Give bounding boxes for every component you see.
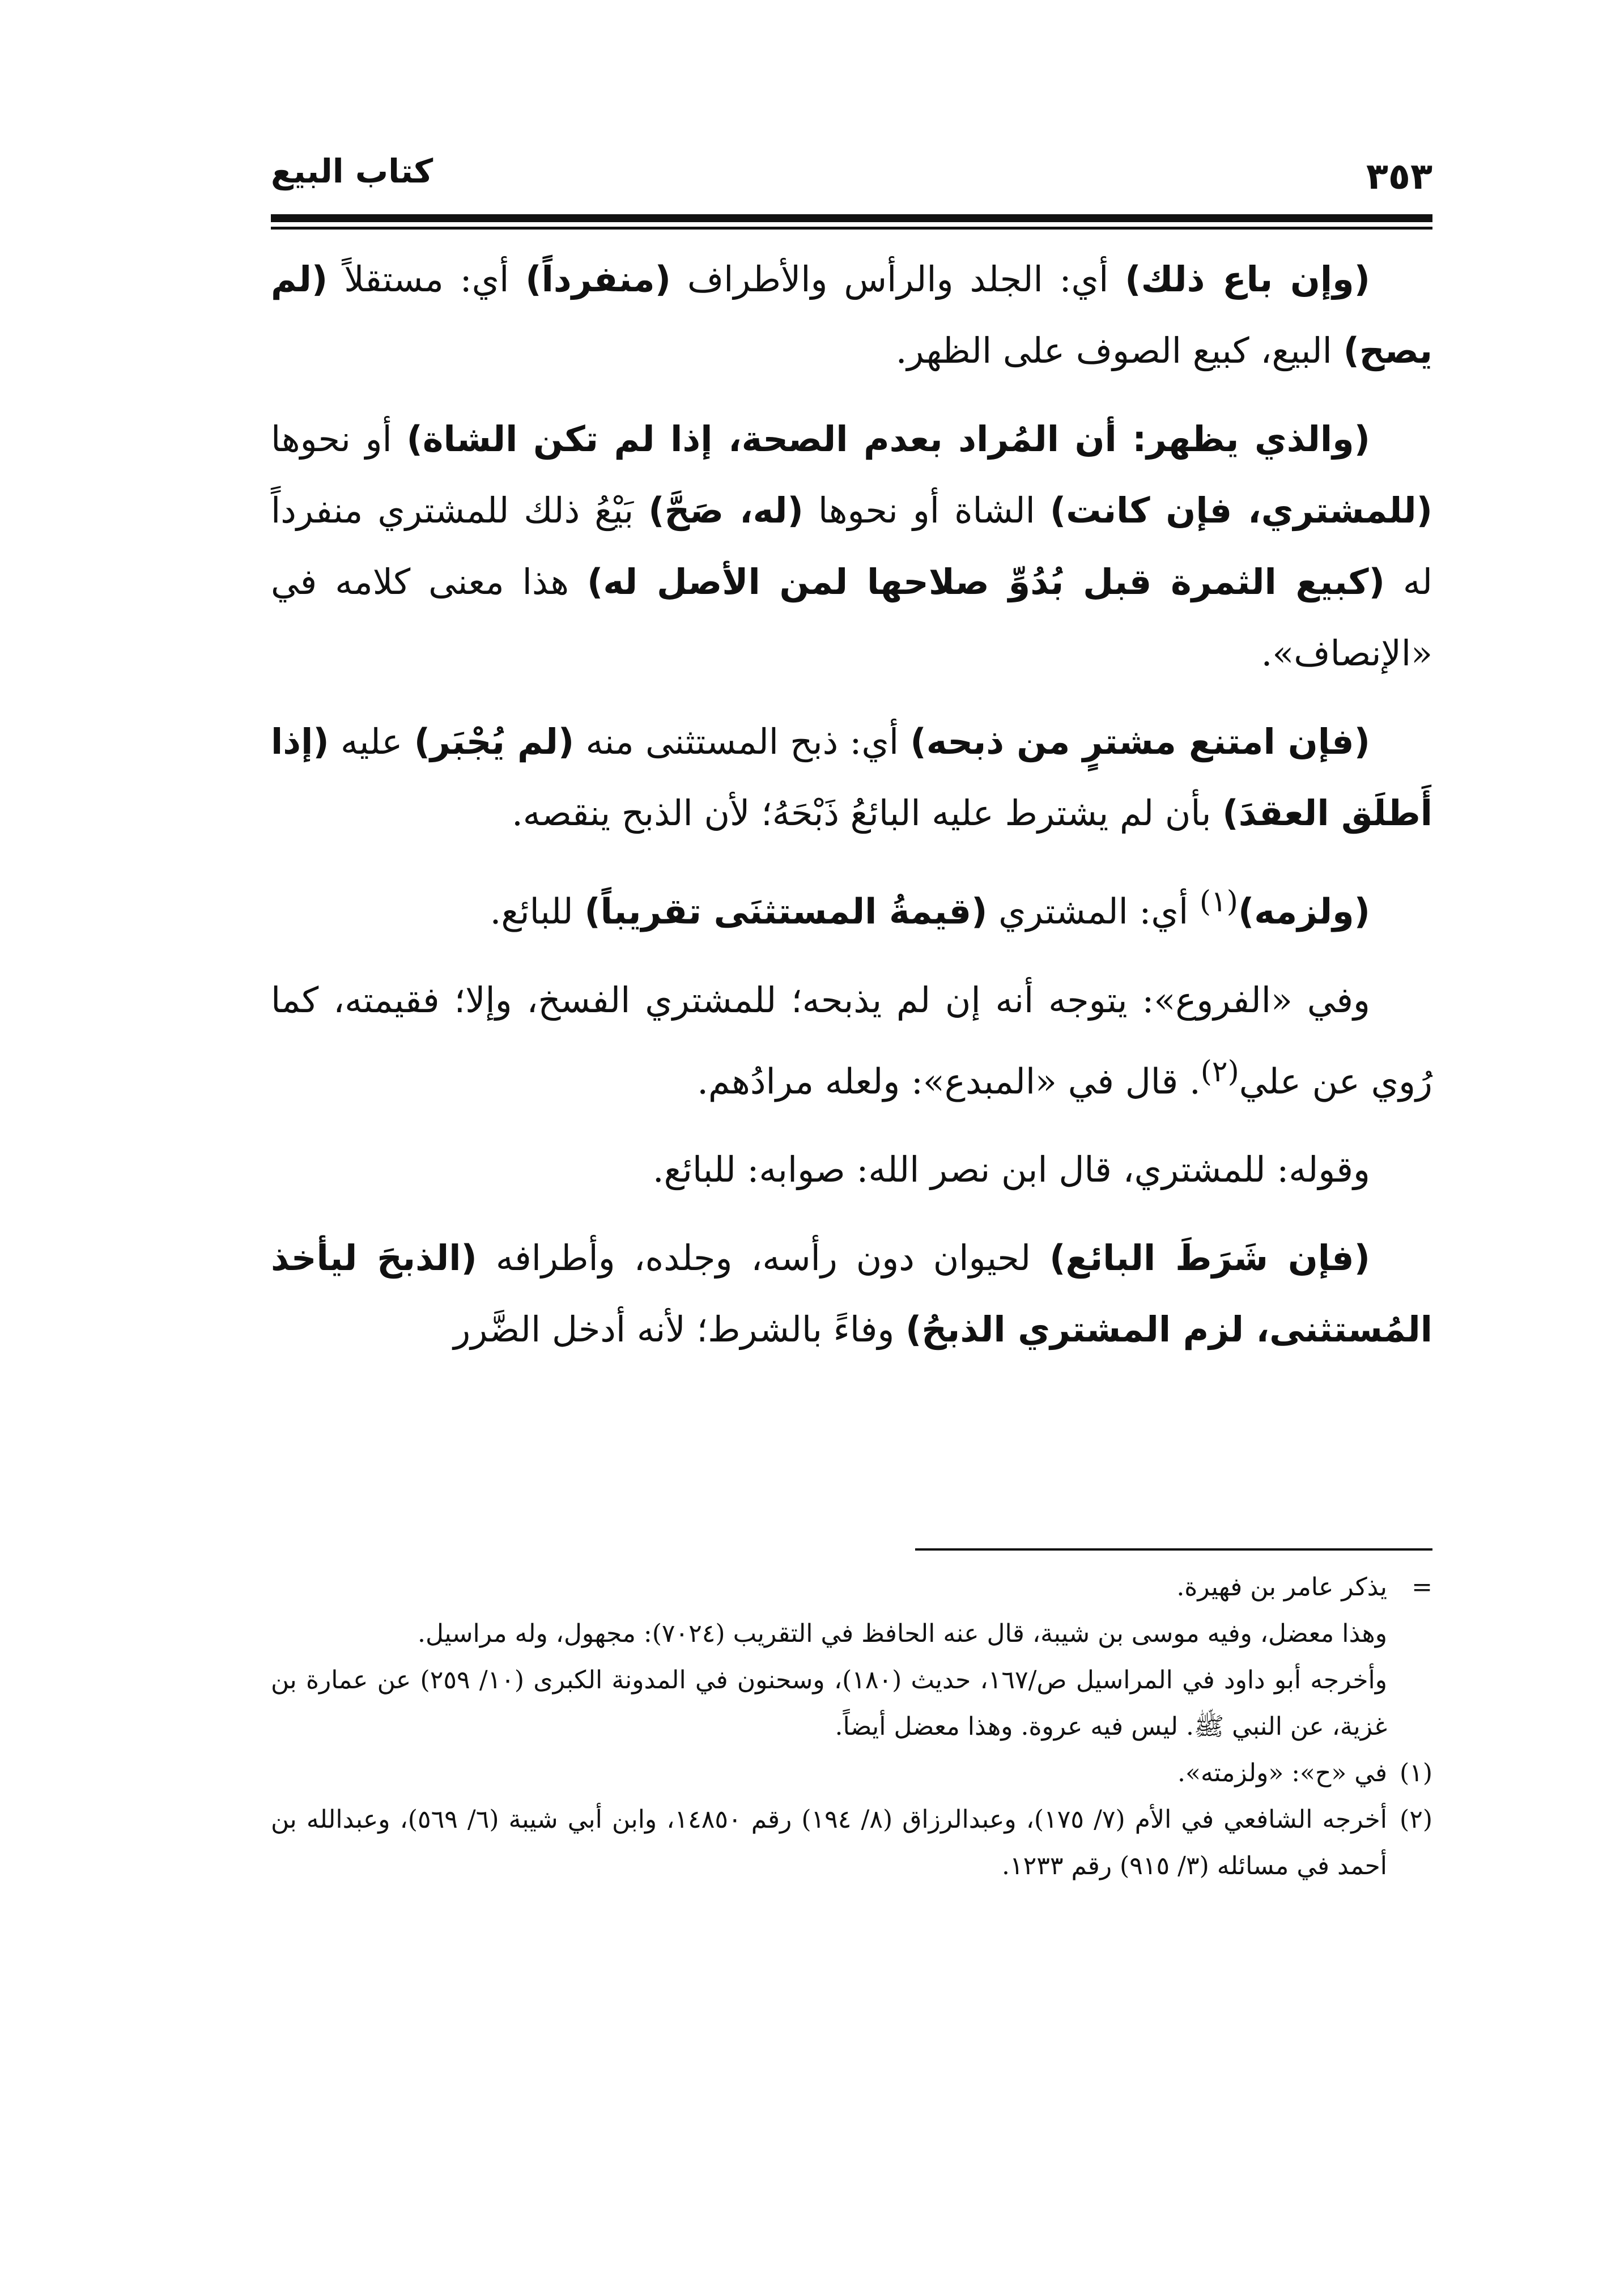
footnote-continuation: [271, 1564, 1432, 1750]
matn-text: (الذبحَ ليأخذ المُستثنى، لزم المشتري الذبحُ): [271, 1237, 1432, 1351]
matn-text: (إذا أَطلَق العقدَ): [271, 721, 1432, 834]
paragraph-7: [271, 1222, 1432, 1365]
sharh-text: البيع، كبيع الصوف على الظهر.: [895, 330, 1344, 371]
sharh-text: وفاءً بالشرط؛ لأنه أدخل الضَّرر: [453, 1309, 906, 1351]
matn-text: (لم يصح): [271, 258, 1432, 371]
matn-text: (وإن باع ذلك): [1125, 258, 1371, 300]
sharh-text: بَيْعُ ذلك للمشتري منفرداً له: [271, 490, 1432, 602]
sharh-text: أي: المشتري: [987, 890, 1200, 932]
footnote-ref-2: (٢): [1200, 1054, 1239, 1089]
matn-text: (منفرداً): [525, 258, 671, 300]
sharh-text: الشاة أو نحوها: [803, 490, 1050, 531]
matn-text: (له، صَحَّ): [648, 490, 804, 531]
footnote-separator: [915, 1548, 1432, 1551]
paragraph-2: [271, 404, 1432, 689]
matn-text: (فإن شَرَطَ البائع): [1049, 1237, 1370, 1279]
paragraph-3: [271, 706, 1432, 849]
sharh-text: بأن لم يشترط عليه البائعُ ذَبْحَهُ؛ لأن الذبح ينقصه.: [512, 792, 1223, 834]
sharh-text: هذا معنى كلامه في «الإنصاف».: [271, 561, 1432, 674]
header-rule-thick: [271, 214, 1432, 222]
page-number: ٣٥٣: [1366, 156, 1432, 198]
paragraph-5: [271, 965, 1432, 1118]
matn-text: (والذي يظهر: أن المُراد بعدم الصحة، إذا لم تكن الشاة): [406, 418, 1370, 460]
main-text: [271, 244, 1432, 1382]
paragraph-6: [271, 1134, 1432, 1205]
matn-text: (قيمةُ المستثنَى تقريباً): [584, 890, 988, 932]
sharh-text: للبائع.: [490, 890, 585, 932]
sharh-text: لحيوان دون رأسه، وجلده، وأطرافه: [477, 1237, 1050, 1279]
page-header: [271, 148, 1432, 198]
sharh-text: . قال في «المبدع»: ولعله مرادُهم.: [697, 1060, 1201, 1102]
footnote-number: (١): [1400, 1759, 1432, 1787]
footnote-number: (٢): [1400, 1805, 1432, 1834]
footnote-line: يذكر عامر بن فهيرة.: [1176, 1573, 1387, 1602]
sharh-text: أي: مستقلاً: [328, 258, 526, 300]
sharh-text: أي: الجلد والرأس والأطراف: [670, 258, 1125, 300]
sharh-text: أي: ذبح المستثنى منه: [574, 721, 911, 762]
matn-text: (ولزمه): [1238, 890, 1370, 932]
sharh-text: وقوله: للمشتري، قال ابن نصر الله: صوابه: للبائع.: [652, 1149, 1370, 1191]
footnotes: [271, 1564, 1432, 1889]
footnote-2: [271, 1797, 1432, 1889]
header-rule-thin: [271, 227, 1432, 230]
continuation-marker: =: [1412, 1573, 1432, 1602]
sharh-text: وفي «الفروع»: يتوجه أنه إن لم يذبحه؛ للمشتري الفسخ، وإلا؛ فقيمته، كما رُوي عن علي: [271, 979, 1432, 1102]
sharh-text: أو نحوها: [271, 418, 407, 460]
matn-text: (كبيع الثمرة قبل بُدُوِّ صلاحها لمن الأصل له): [587, 561, 1385, 602]
paragraph-4: [271, 866, 1432, 948]
footnote-text: أخرجه الشافعي في الأم (٧/ ١٧٥)، وعبدالرزاق (٨/ ١٩٤) رقم ١٤٨٥٠، وابن أبي شيبة (٦/ ٥٦٩)، وعبدالله بن أحمد في مسائله (٣/ ٩١٥) رقم ١٢٣٣.: [271, 1805, 1388, 1880]
footnote-line: وأخرجه أبو داود في المراسيل ص/١٦٧، حديث (١٨٠)، وسحنون في المدونة الكبرى (١٠/ ٢٥٩) عن عمارة بن غزية، عن النبي ﷺ. ليس فيه عروة. وهذا معضل أيضاً.: [271, 1666, 1388, 1741]
matn-text: (للمشتري، فإن كانت): [1049, 490, 1432, 531]
footnote-line: وهذا معضل، وفيه موسى بن شيبة، قال عنه الحافظ في التقريب (٧٠٢٤): مجهول، وله مراسيل.: [418, 1619, 1387, 1648]
matn-text: (لم يُجْبَر): [414, 721, 575, 762]
paragraph-1: [271, 244, 1432, 387]
footnote-text: في «ح»: «ولزمته».: [1177, 1759, 1387, 1787]
matn-text: (فإن امتنع مشترٍ من ذبحه): [910, 721, 1370, 762]
footnote-ref-1: (١): [1199, 885, 1238, 919]
book-title: كتاب البيع: [271, 152, 433, 190]
footnote-1: [271, 1750, 1432, 1797]
sharh-text: عليه: [329, 721, 414, 762]
